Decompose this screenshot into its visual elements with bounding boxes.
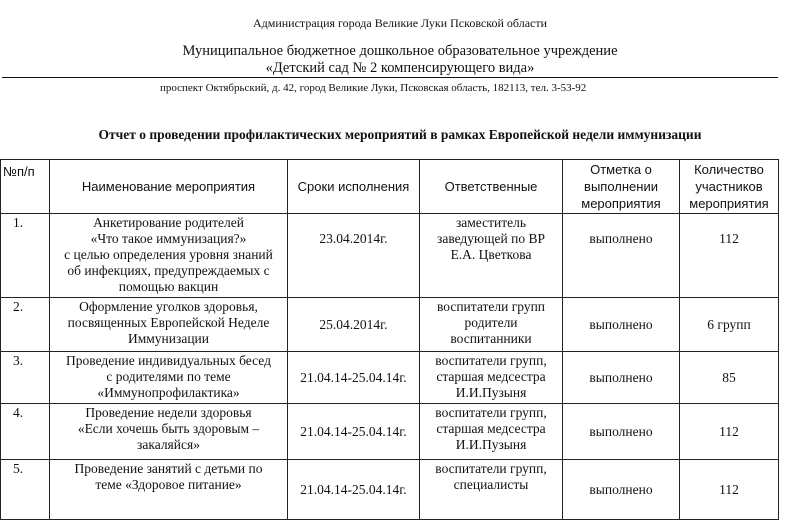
event-name-line: «Если хочешь быть здоровым – [77,421,260,436]
column-header-count [680,160,779,214]
responsible-line: И.И.Пузыня [455,437,527,452]
table-row [1,298,779,352]
event-responsible [420,404,563,460]
event-name [50,404,288,460]
event-responsible [420,214,563,298]
row-number: 4. [1,404,50,460]
report-title: Отчет о проведении профилактических мероприятий в рамках Европейской недели иммунизации [98,127,702,142]
responsible-line: воспитатели групп, [435,353,547,368]
header-divider [2,77,778,78]
completion-mark: выполнено [563,298,680,352]
column-header-mark [563,160,680,214]
responsible-line: И.И.Пузыня [455,385,527,400]
responsible-line: старшая медсестра [436,421,546,436]
event-name-line: помощью вакцин [118,279,219,294]
table-row [1,352,779,404]
column-header-dates: Сроки исполнения [288,160,420,214]
participant-count: 112 [680,214,779,298]
event-dates: 25.04.2014г. [288,298,420,352]
completion-mark: выполнено [563,460,680,520]
event-name-line: с родителями по теме [106,369,231,384]
administration-heading: Администрация города Великие Луки Псковской области [252,16,548,30]
responsible-line: старшая медсестра [436,369,546,384]
row-number: 3. [1,352,50,404]
column-header-count-line: участников [695,179,763,194]
event-responsible [420,298,563,352]
completion-mark: выполнено [563,214,680,298]
event-dates: 21.04.14-25.04.14г. [288,404,420,460]
completion-mark: выполнено [563,404,680,460]
completion-mark: выполнено [563,352,680,404]
event-name [50,460,288,520]
event-dates: 21.04.14-25.04.14г. [288,460,420,520]
row-number: 2. [1,298,50,352]
table-row [1,404,779,460]
event-name-line: «Иммунопрофилактика» [97,385,240,400]
column-header-mark-line: мероприятия [581,196,661,211]
report-table [0,159,779,520]
responsible-line: Е.А. Цветкова [450,247,532,262]
event-name-line: «Что такое иммунизация?» [90,231,247,246]
participant-count: 112 [680,460,779,520]
column-header-num: №п/п [1,160,50,214]
participant-count: 6 групп [680,298,779,352]
responsible-line: заведующей по ВР [437,231,545,246]
event-name [50,352,288,404]
event-name-line: Проведение недели здоровья [85,405,252,420]
event-name-line: Проведение индивидуальных бесед [66,353,271,368]
table-header-row [1,160,779,214]
event-name-line: посвященных Европейской Неделе [67,315,270,330]
event-dates: 21.04.14-25.04.14г. [288,352,420,404]
row-number: 5. [1,460,50,520]
event-name-line: Оформление уголков здоровья, [79,299,258,314]
column-header-count-line: Количество [694,162,764,177]
event-name-line: Анкетирование родителей [93,215,244,230]
responsible-line: воспитатели групп [436,299,546,314]
event-responsible [420,352,563,404]
event-name-line: с целью определения уровня знаний [64,247,273,262]
column-header-name: Наименование мероприятия [50,160,288,214]
organization-name-line1: Муниципальное бюджетное дошкольное образовательное учреждение [182,43,618,59]
event-responsible [420,460,563,520]
responsible-line: заместитель [455,215,527,230]
organization-name-line2: «Детский сад № 2 компенсирующего вида» [265,60,535,76]
table-row [1,214,779,298]
event-name-line: закаляйся» [137,437,200,452]
column-header-mark-line: Отметка о [590,162,652,177]
event-dates: 23.04.2014г. [288,214,420,298]
responsible-line: воспитанники [450,331,532,346]
column-header-mark-line: выполнении [584,179,658,194]
responsible-line: воспитатели групп, [435,405,547,420]
responsible-line: воспитатели групп, [435,461,547,476]
row-number: 1. [1,214,50,298]
table-row [1,460,779,520]
event-name-line: Проведение занятий с детьми по [74,461,263,476]
event-name-line: Иммунизации [127,331,210,346]
organization-address: проспект Октябрьский, д. 42, город Великие Луки, Псковская область, 182113, тел. 3-53-92 [160,82,587,94]
responsible-line: специалисты [453,477,529,492]
event-name-line: об инфекциях, предупреждаемых с [67,263,270,278]
column-header-count-line: мероприятия [689,196,769,211]
event-name [50,214,288,298]
event-name [50,298,288,352]
event-name-line: теме «Здоровое питание» [95,477,242,492]
participant-count: 112 [680,404,779,460]
responsible-line: родители [464,315,518,330]
participant-count: 85 [680,352,779,404]
column-header-responsible: Ответственные [420,160,563,214]
